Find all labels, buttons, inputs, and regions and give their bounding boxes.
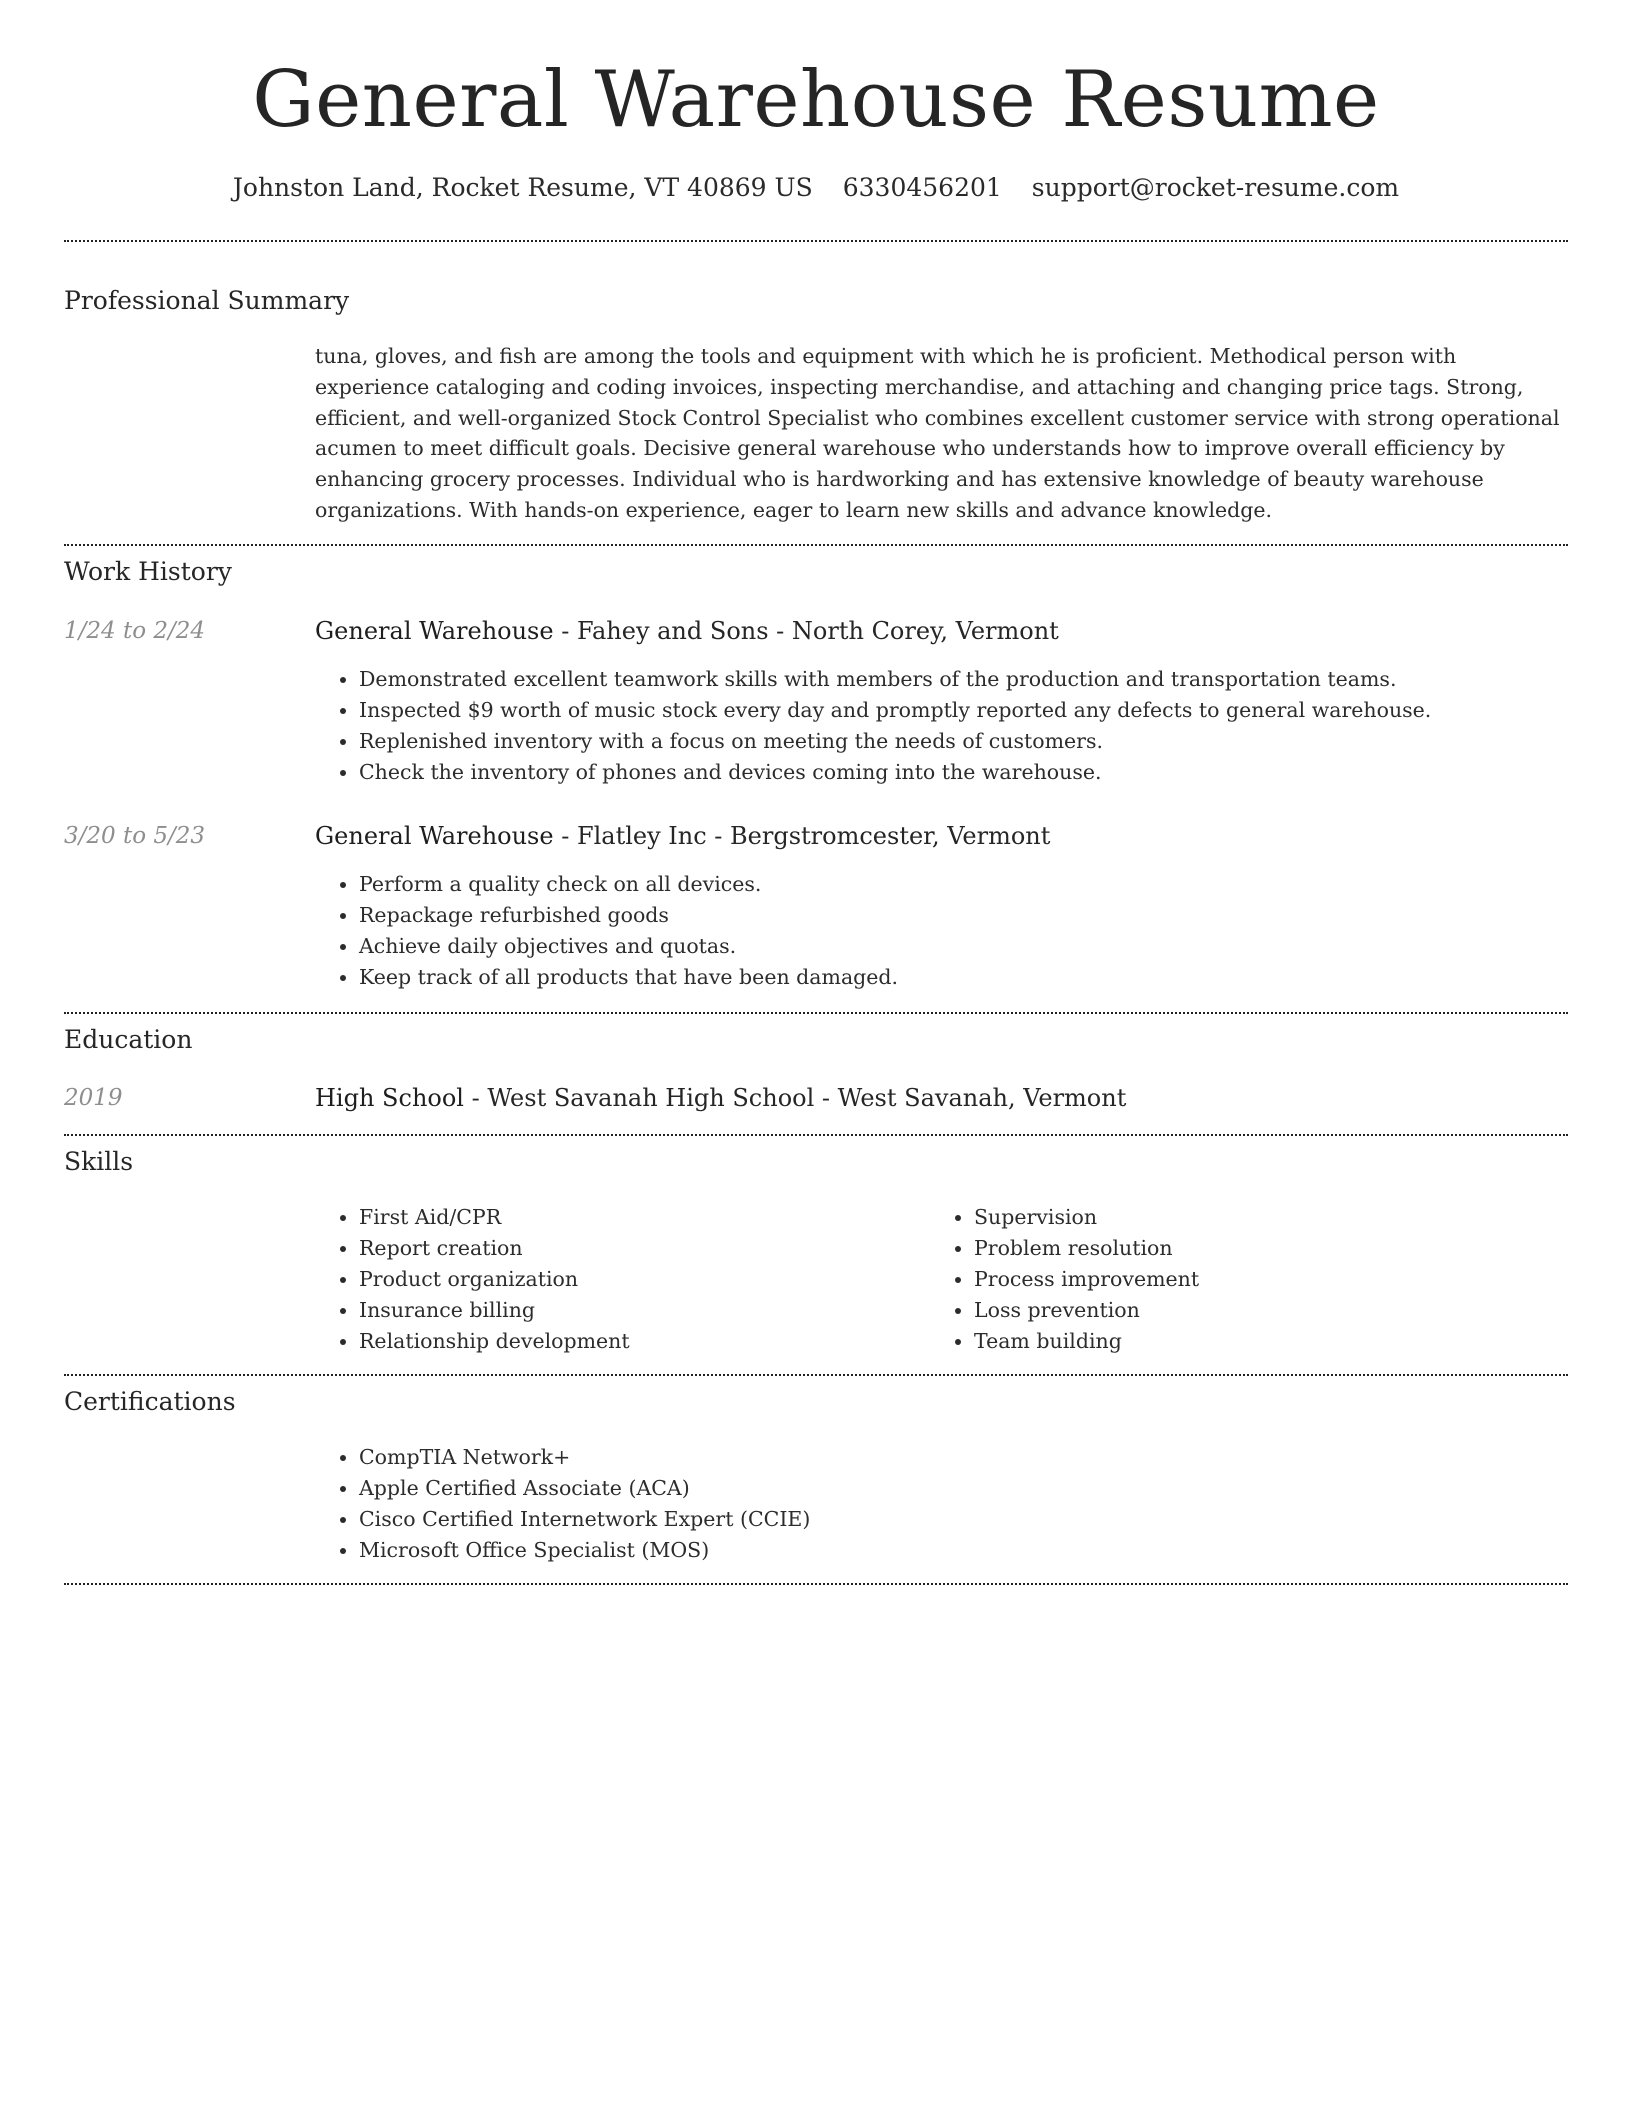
- list-item: • Perform a quality check on all devices.: [359, 869, 898, 900]
- resume-title: General Warehouse Resume: [252, 55, 1380, 145]
- contact-address: Johnston Land, Rocket Resume, VT 40869 US: [232, 173, 813, 202]
- certifications-list: [315, 1442, 810, 1566]
- section-heading-work-history: Work History: [64, 557, 232, 586]
- skills-list-left: [315, 1202, 630, 1357]
- education-heading: [315, 1081, 1126, 1115]
- skill-item: • Process improvement: [974, 1264, 1199, 1295]
- job-employer-location: - Flatley Inc - Bergstromcester, Vermont: [553, 822, 1051, 850]
- skill-item: • Report creation: [359, 1233, 630, 1264]
- skill-item: • Loss prevention: [974, 1295, 1199, 1326]
- education-school-location: - West Savanah High School - West Savanah, Vermont: [463, 1084, 1127, 1112]
- skill-item: • Insurance billing: [359, 1295, 630, 1326]
- list-item: • Repackage refurbished goods: [359, 900, 898, 931]
- contact-line: [64, 170, 1568, 206]
- divider: [64, 1134, 1568, 1136]
- job-bullets: [315, 869, 898, 993]
- skill-item: • Supervision: [974, 1202, 1199, 1233]
- summary-text: tuna, gloves, and fish are among the tools and equipment with which he is proficient. Methodical person with experience cataloging and coding invoices, inspecting merchandise, and attaching and changing price tags. Strong, efficient, and well-organized Stock Control Specialist who combines excellent customer service with strong operational acumen to meet difficult goals. Decisive general warehouse who understands how to improve overall efficiency by enhancing grocery processes. Individual who is hardworking and has extensive knowledge of beauty warehouse organizations. With hands-on experience, eager to learn new skills and advance knowledge.: [315, 344, 1560, 522]
- section-heading-education: Education: [64, 1025, 193, 1054]
- job-heading: [315, 614, 1059, 648]
- divider: [64, 1374, 1568, 1376]
- job-heading: [315, 819, 1050, 853]
- section-heading-summary: Professional Summary: [64, 286, 350, 315]
- certification-item: • Microsoft Office Specialist (MOS): [359, 1535, 810, 1566]
- contact-phone: 6330456201: [842, 173, 1002, 202]
- certification-item: • CompTIA Network+: [359, 1442, 810, 1473]
- list-item: • Demonstrated excellent teamwork skills with members of the production and transportation teams.: [359, 664, 1431, 695]
- job-dates: 3/20 to 5/23: [64, 823, 206, 849]
- job-title: General Warehouse: [315, 822, 554, 850]
- job-title: General Warehouse: [315, 617, 554, 645]
- education-year: 2019: [64, 1085, 123, 1111]
- list-item: • Replenished inventory with a focus on meeting the needs of customers.: [359, 726, 1431, 757]
- divider: [64, 1583, 1568, 1585]
- list-item: • Keep track of all products that have been damaged.: [359, 962, 898, 993]
- list-item: • Check the inventory of phones and devices coming into the warehouse.: [359, 757, 1431, 788]
- list-item: • Achieve daily objectives and quotas.: [359, 931, 898, 962]
- job-employer-location: - Fahey and Sons - North Corey, Vermont: [553, 617, 1059, 645]
- skill-item: • First Aid/CPR: [359, 1202, 630, 1233]
- divider: [64, 240, 1568, 242]
- job-bullets: [315, 664, 1431, 788]
- skill-item: • Relationship development: [359, 1326, 630, 1357]
- contact-email: support@rocket-resume.com: [1031, 173, 1400, 202]
- education-degree: High School: [315, 1084, 464, 1112]
- section-heading-certifications: Certifications: [64, 1387, 236, 1416]
- skill-item: • Team building: [974, 1326, 1199, 1357]
- divider: [64, 1012, 1568, 1014]
- certification-item: • Cisco Certified Internetwork Expert (CCIE): [359, 1504, 810, 1535]
- certification-item: • Apple Certified Associate (ACA): [359, 1473, 810, 1504]
- job-dates: 1/24 to 2/24: [64, 618, 206, 644]
- list-item: • Inspected $9 worth of music stock every day and promptly reported any defects to general warehouse.: [359, 695, 1431, 726]
- skill-item: • Product organization: [359, 1264, 630, 1295]
- skill-item: • Problem resolution: [974, 1233, 1199, 1264]
- divider: [64, 544, 1568, 546]
- skills-list-right: [930, 1202, 1199, 1357]
- section-heading-skills: Skills: [64, 1147, 134, 1176]
